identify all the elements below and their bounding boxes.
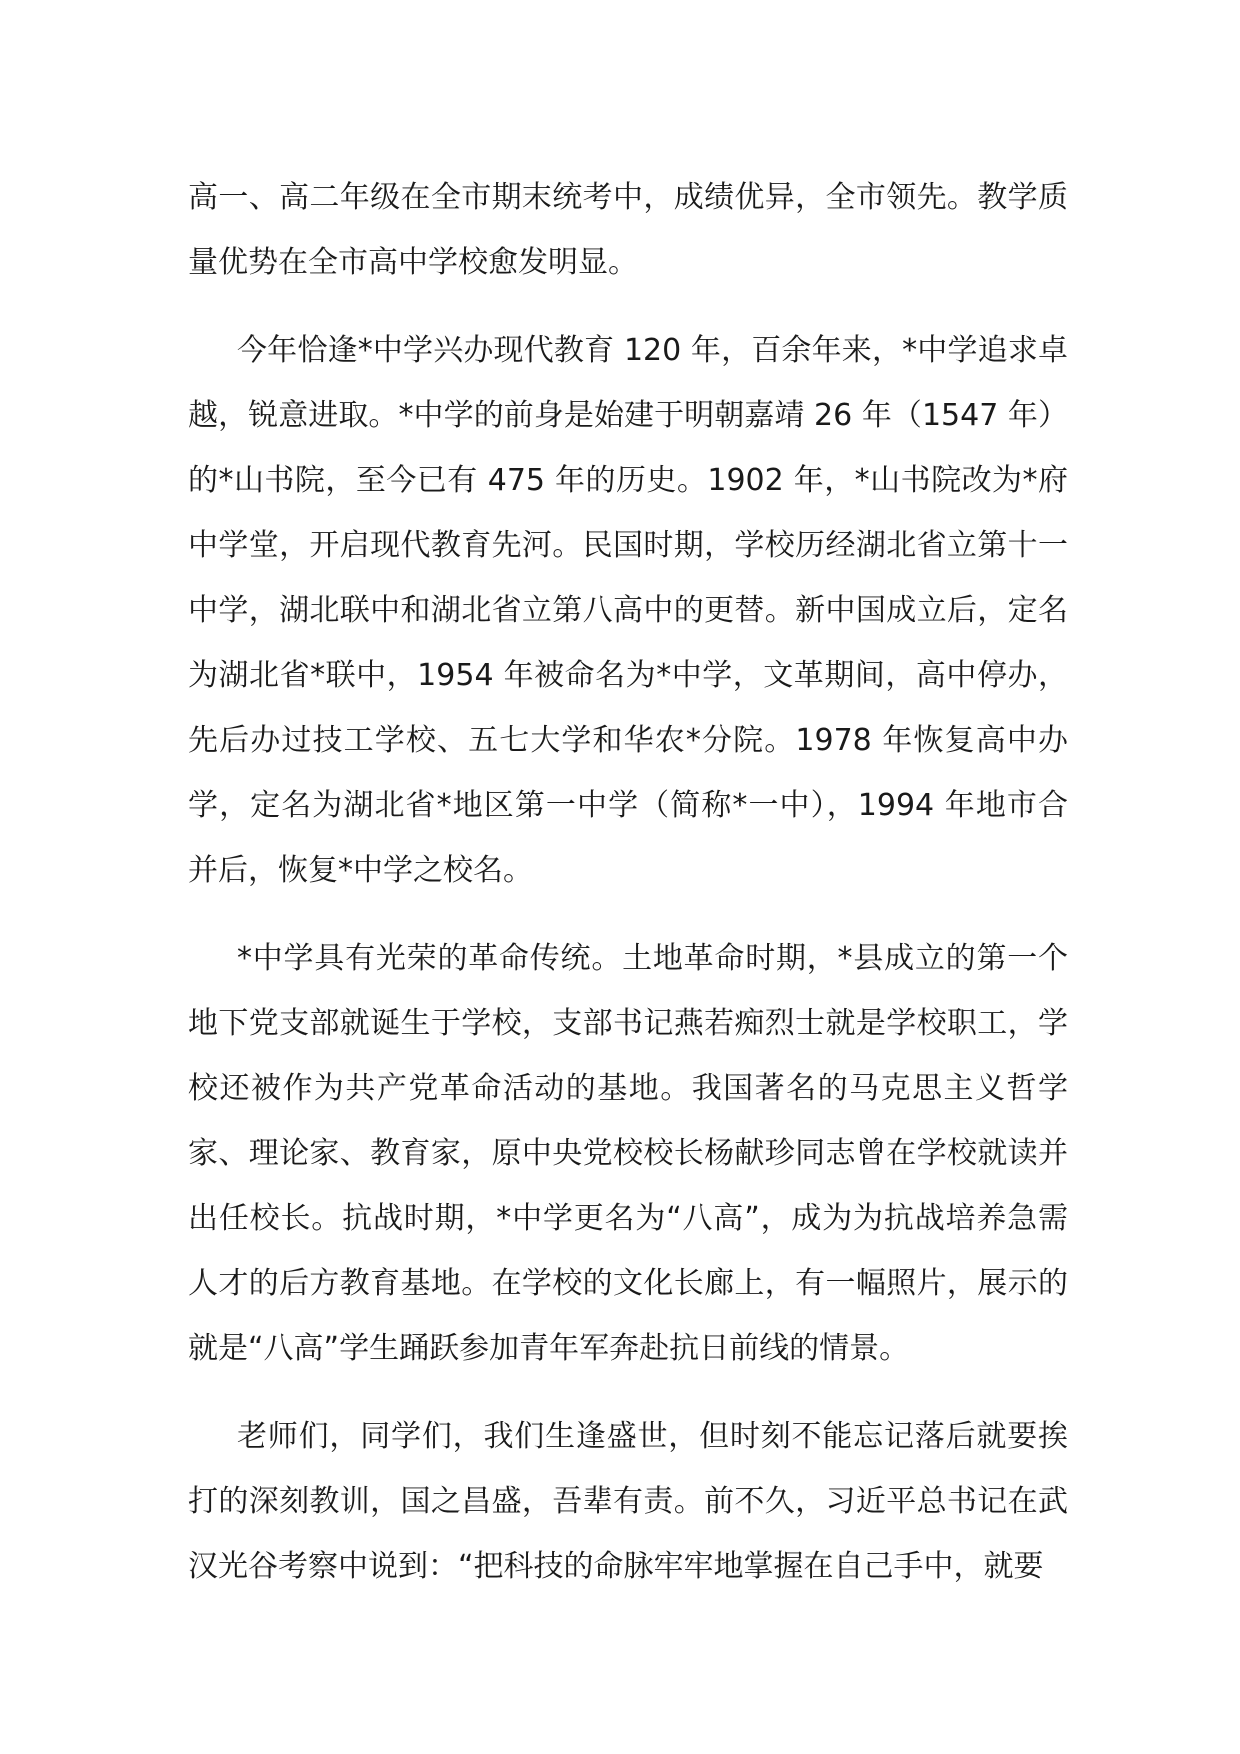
paragraph-2: 今年恰逢*中学兴办现代教育 120 年，百余年来，*中学追求卓越，锐意进取。*中学的前身是始建于明朝嘉靖 26 年（1547 年）的*山书院，至今已有 475 年的历史。1902 年，*山书院改为*府中学堂，开启现代教育先河。民国时期，学校历经湖北省立第十一中学，湖北联中和湖北省立第八高中的更替。新中国成立后，定名为湖北省*联中，1954 年被命名为*中学，文革期间，高中停办，先后办过技工学校、五七大学和华农*分院。1978 年恢复高中办学，定名为湖北省*地区第一中学（简称*一中），1994 年地市合并后，恢复*中学之校名。 <box>188 333 1068 888</box>
paragraph-1: 高一、高二年级在全市期末统考中，成绩优异，全市领先。教学质量优势在全市高中学校愈发明显。 <box>188 180 1068 280</box>
paragraph-3: *中学具有光荣的革命传统。土地革命时期，*县成立的第一个地下党支部就诞生于学校，支部书记燕若痴烈士就是学校职工，学校还被作为共产党革命活动的基地。我国著名的马克思主义哲学家、理论家、教育家，原中央党校校长杨献珍同志曾在学校就读并出任校长。抗战时期，*中学更名为“八高”，成为为抗战培养急需人才的后方教育基地。在学校的文化长廊上，有一幅照片，展示的就是“八高”学生踊跃参加青年军奔赴抗日前线的情景。 <box>188 941 1068 1366</box>
paragraph-4: 老师们，同学们，我们生逢盛世，但时刻不能忘记落后就要挨打的深刻教训，国之昌盛，吾辈有责。前不久，习近平总书记在武汉光谷考察中说到：“把科技的命脉牢牢地掌握在自己手中，就要 <box>188 1419 1068 1584</box>
document-body <box>188 165 1068 1622</box>
